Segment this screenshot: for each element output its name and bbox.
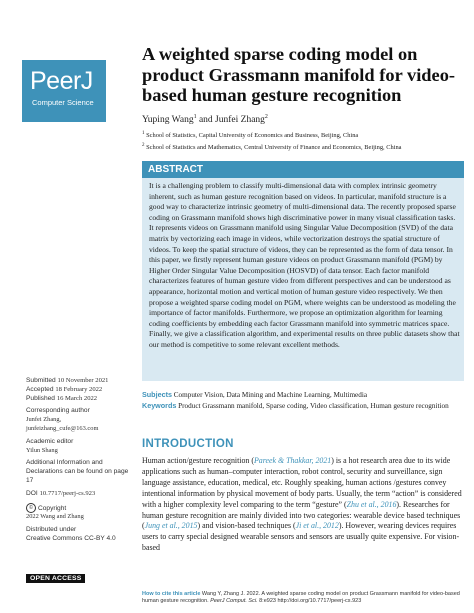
logo-wordmark: PeerJ bbox=[30, 67, 93, 95]
affiliation-1 bbox=[142, 129, 462, 141]
article-sidebar bbox=[26, 377, 136, 544]
author-1-affil: 1 bbox=[193, 114, 197, 120]
citation-link[interactable]: Ji et al., 2012 bbox=[295, 521, 339, 531]
accepted-label: Accepted bbox=[26, 385, 54, 393]
license-line-1: Distributed under bbox=[26, 525, 77, 533]
doi-link[interactable]: 10.7717/peerj-cs.923 bbox=[39, 489, 96, 497]
authors bbox=[142, 114, 268, 125]
additional-info[interactable]: Additional Information and Declarations can be found on page 17 bbox=[26, 459, 129, 484]
open-access-badge: OPEN ACCESS bbox=[26, 574, 85, 583]
submitted-date: 10 November 2021 bbox=[57, 377, 109, 384]
copyright-row bbox=[26, 503, 136, 514]
editor-name: Yilun Shang bbox=[26, 446, 58, 454]
intro-text-5: ). However, wearing devices requires users to carry special designed wearable sensors and sensors are usually quite expensive. For vision-based bbox=[142, 521, 460, 553]
intro-text-4: ) and vision-based techniques ( bbox=[197, 521, 296, 531]
footer-volume: 8:e923 bbox=[259, 598, 276, 604]
author-2-affil: 2 bbox=[264, 114, 268, 120]
author-1[interactable]: Yuping Wang bbox=[142, 115, 194, 126]
affiliation-1-marker: 1 bbox=[142, 131, 145, 136]
author-2[interactable]: Junfei Zhang bbox=[215, 115, 265, 126]
intro-text-3: ). Researches for human gesture recognition are mainly divided into two categories: wearable device based techniques ( bbox=[142, 499, 461, 531]
corresponding-name: Junfei Zhang, bbox=[26, 416, 62, 424]
affiliation-2-marker: 2 bbox=[142, 143, 145, 149]
copyright-label: Copyright bbox=[38, 504, 67, 512]
submitted-row bbox=[26, 377, 136, 386]
license-line-2[interactable]: Creative Commons CC-BY 4.0 bbox=[26, 534, 116, 542]
subjects-label: Subjects bbox=[142, 390, 172, 399]
journal-logo bbox=[22, 60, 106, 122]
subjects-line bbox=[142, 390, 464, 401]
citation-link[interactable]: Pareek & Thakkar, 2021 bbox=[253, 456, 332, 465]
author-separator: and bbox=[196, 115, 216, 126]
submitted-label: Submitted bbox=[26, 377, 56, 384]
footer-citation: Wang Y, Zhang J. 2022. A weighted sparse coding model on product Grassmann manifold for video-based human gesture recognition. bbox=[142, 591, 460, 604]
footer-journal: PeerJ Comput. Sci. bbox=[210, 598, 258, 604]
editor-label: Academic editor bbox=[26, 437, 74, 445]
article-title: A weighted sparse coding model on product Grassmann manifold for video-based human gesture recognition bbox=[142, 44, 456, 105]
published-label: Published bbox=[26, 394, 55, 402]
corresponding-label: Corresponding author bbox=[26, 407, 90, 415]
footer-doi-link[interactable]: http://doi.org/10.7717/peerj-cs.923 bbox=[277, 598, 362, 604]
affiliation-1-text: School of Statistics, Capital University of Economics and Business, Beijing, China bbox=[146, 132, 359, 140]
intro-text-1: Human action/gesture recognition ( bbox=[142, 456, 254, 465]
logo-subtitle: Computer Science bbox=[32, 98, 94, 107]
copyright-holders: 2022 Wang and Zhang bbox=[26, 513, 84, 521]
keywords-label: Keywords bbox=[142, 400, 177, 410]
introduction-heading: INTRODUCTION bbox=[142, 438, 234, 450]
affiliations bbox=[142, 129, 462, 153]
affiliation-2 bbox=[142, 141, 462, 153]
how-to-cite-label: How to cite this article bbox=[142, 591, 201, 597]
corresponding-email[interactable]: junfeizhang_cufe@163.com bbox=[26, 424, 99, 432]
keywords-text: Product Grassmann manifold, Sparse coding, Video classification, Human gesture recognition bbox=[178, 401, 449, 410]
abstract-heading: ABSTRACT bbox=[142, 161, 464, 178]
citation-link[interactable]: Zhu et al., 2016 bbox=[346, 499, 397, 509]
intro-text-2: ) is a hot research area due to its wide applications such as human–computer interaction, robot control, security and surveillance, sign language assistance, education, medical, etc. Roughly speaking, human actions /gestures convey intentional information by physical movement of body parts. Usually, the term “action” is considered with a higher complexity level comparing to the term “gesture” ( bbox=[142, 456, 462, 509]
published-date: 16 March 2022 bbox=[56, 394, 98, 402]
subjects-keywords bbox=[142, 390, 464, 411]
subjects-text: Computer Vision, Data Mining and Machine Learning, Multimedia bbox=[173, 391, 368, 399]
copyright-icon: © bbox=[26, 503, 36, 513]
keywords-line bbox=[142, 401, 464, 412]
doi-label: DOI bbox=[26, 489, 38, 497]
accepted-row bbox=[26, 386, 136, 395]
accepted-date: 18 February 2022 bbox=[55, 385, 103, 393]
doi-row bbox=[26, 490, 136, 499]
published-row bbox=[26, 395, 136, 404]
citation-link[interactable]: Jung et al., 2015 bbox=[144, 521, 198, 531]
affiliation-2-text: School of Statistics and Mathematics, Central University of Finance and Economics, Beijing, China bbox=[146, 144, 402, 152]
abstract-text: It is a challenging problem to classify multi-dimensional data with complex intrinsic geometry inherent, such as human gesture recognition based on videos. In particular, manifold structure is a good way to characterize intrinsic geometry of multi-dimensional data. The recently proposed sparse coding on Grassmann manifold shows high discriminative power in many visual classification tasks. It represents videos on Grassmann manifold using Singular Value Decomposition (SVD) of the data matrix by vectorizing each image in videos, while vectorization destroys the spatial structure of videos. To keep the spatial structure of videos, they can be represented as the form of data tensor. In this paper, we firstly represent human gesture videos on product Grassmann manifold (PGM) by Higher Order Singular Value Decomposition (HOSVD) of data tensor. Each factor manifold characterizes features of human gesture video from different perspectives and can be understood as appearance, horizontal motion and vertical motion of human gesture video respectively. We then propose a weighted sparse coding model on PGM, where weights can be understood as modeling the importance of factor manifolds. Furthermore, we propose an optimization algorithm for learning coding coefficients by embedding each factor Grassmann manifold into symmetric matrices space. Finally, we give a classification algorithm, and experimental results on three public datasets show that our method is competitive to some relevant excellent methods. bbox=[149, 181, 460, 349]
introduction-text bbox=[142, 456, 464, 554]
citation-footer bbox=[142, 591, 464, 605]
